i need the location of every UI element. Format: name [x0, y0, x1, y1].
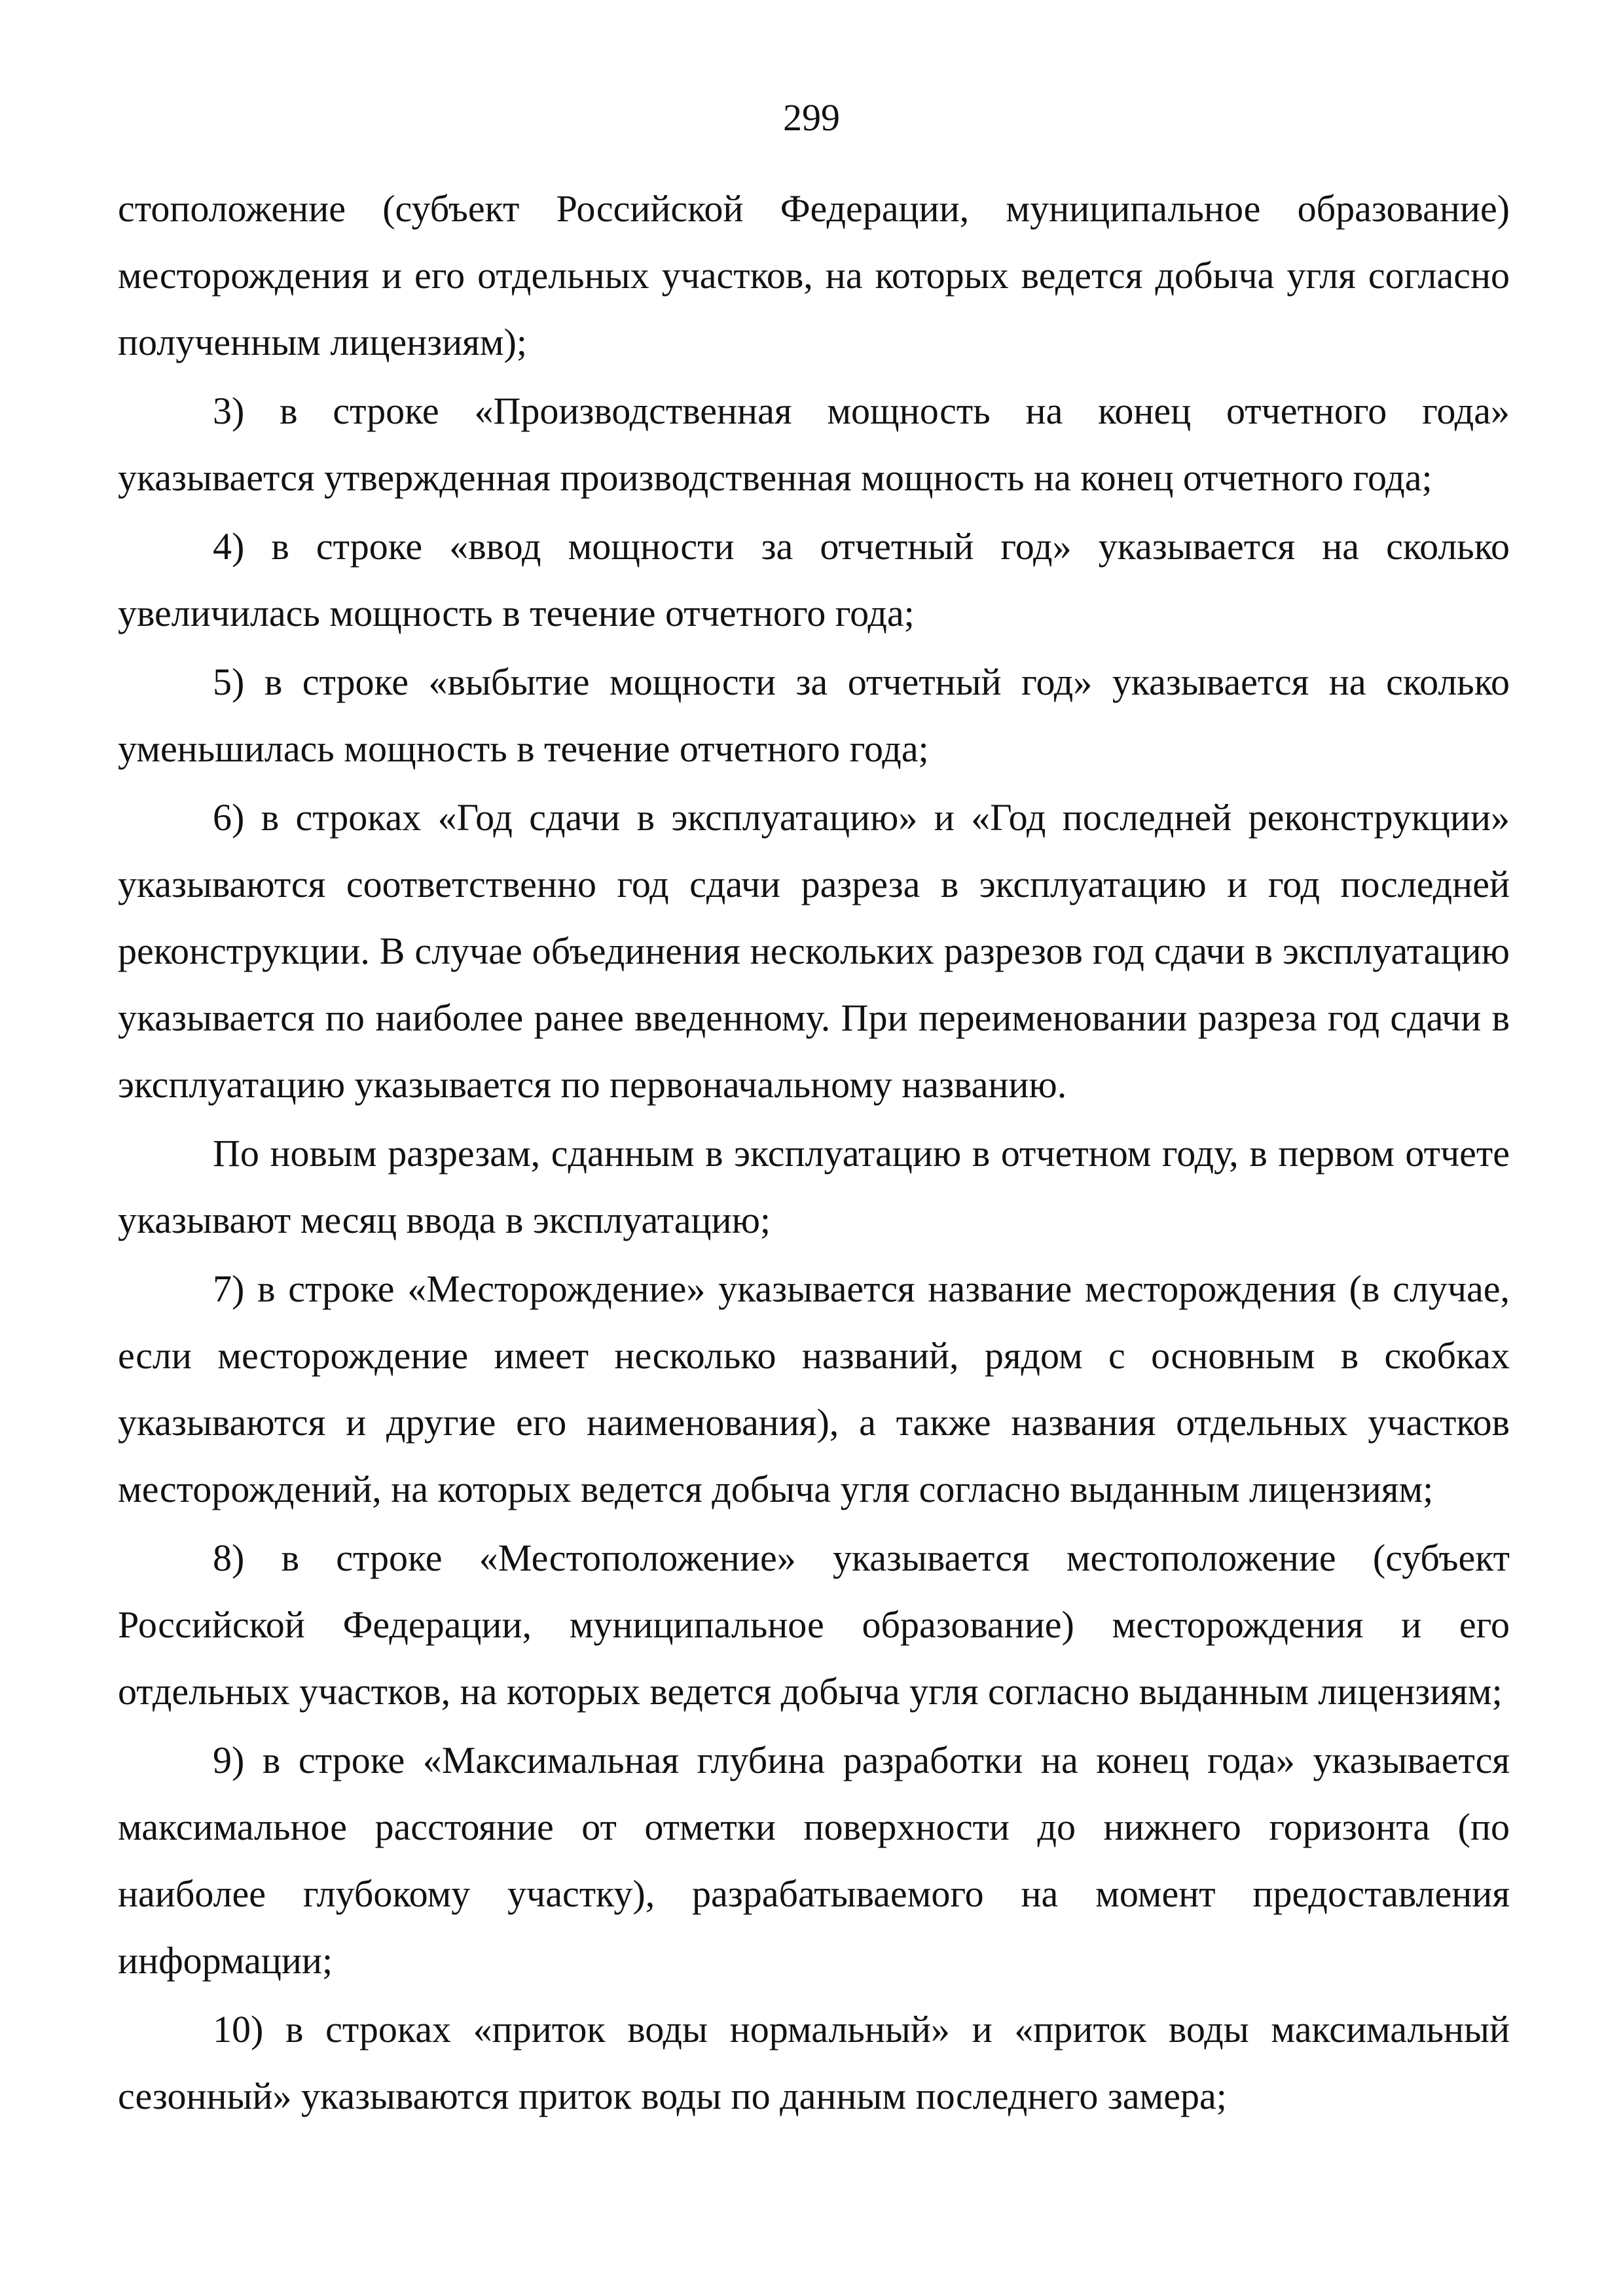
paragraph-new-sections: По новым разрезам, сданным в эксплуатацию в отчетном году, в первом отчете указывают месяц ввода в эксплуатацию; — [118, 1132, 1510, 1241]
paragraph-item-9: 9) в строке «Максимальная глубина разработки на конец года» указывается максимальное расстояние от отметки поверхности до нижнего горизонта (по наиболее глубокому участку), разрабатываемого на момент предоставления информации; — [118, 1739, 1510, 1982]
paragraph-continuation: стоположение (субъект Российской Федерации, муниципальное образование) месторождения и его отдельных участков, на которых ведется добыча угля согласно полученным лицензиям); — [118, 187, 1510, 363]
paragraph-item-10: 10) в строках «приток воды нормальный» и «приток воды максимальный сезонный» указываются приток воды по данным последнего замера; — [118, 2008, 1510, 2117]
paragraph-item-4: 4) в строке «ввод мощности за отчетный год» указывается на сколько увеличилась мощность в течение отчетного года; — [118, 525, 1510, 634]
document-body — [118, 175, 1510, 2132]
paragraph-item-3: 3) в строке «Производственная мощность на конец отчетного года» указывается утвержденная производственная мощность на конец отчетного года; — [118, 390, 1510, 499]
paragraph-item-8: 8) в строке «Местоположение» указывается местоположение (субъект Российской Федерации, муниципальное образование) месторождения и его отдельных участков, на которых ведется добыча угля согласно выданным лицензиям; — [118, 1537, 1510, 1713]
paragraph-item-5: 5) в строке «выбытие мощности за отчетный год» указывается на сколько уменьшилась мощность в течение отчетного года; — [118, 661, 1510, 770]
paragraph-item-6: 6) в строках «Год сдачи в эксплуатацию» и «Год последней реконструкции» указываются соответственно год сдачи разреза в эксплуатацию и год последней реконструкции. В случае объединения нескольких разрезов год сдачи в эксплуатацию указывается по наиболее ранее введенному. При переименовании разреза год сдачи в эксплуатацию указывается по первоначальному названию. — [118, 796, 1510, 1106]
page-number: 299 — [783, 96, 840, 139]
paragraph-item-7: 7) в строке «Месторождение» указывается название месторождения (в случае, если месторождение имеет несколько названий, рядом с основным в скобках указываются и другие его наименования), а также названия отдельных участков месторождений, на которых ведется добыча угля согласно выданным лицензиям; — [118, 1267, 1510, 1510]
